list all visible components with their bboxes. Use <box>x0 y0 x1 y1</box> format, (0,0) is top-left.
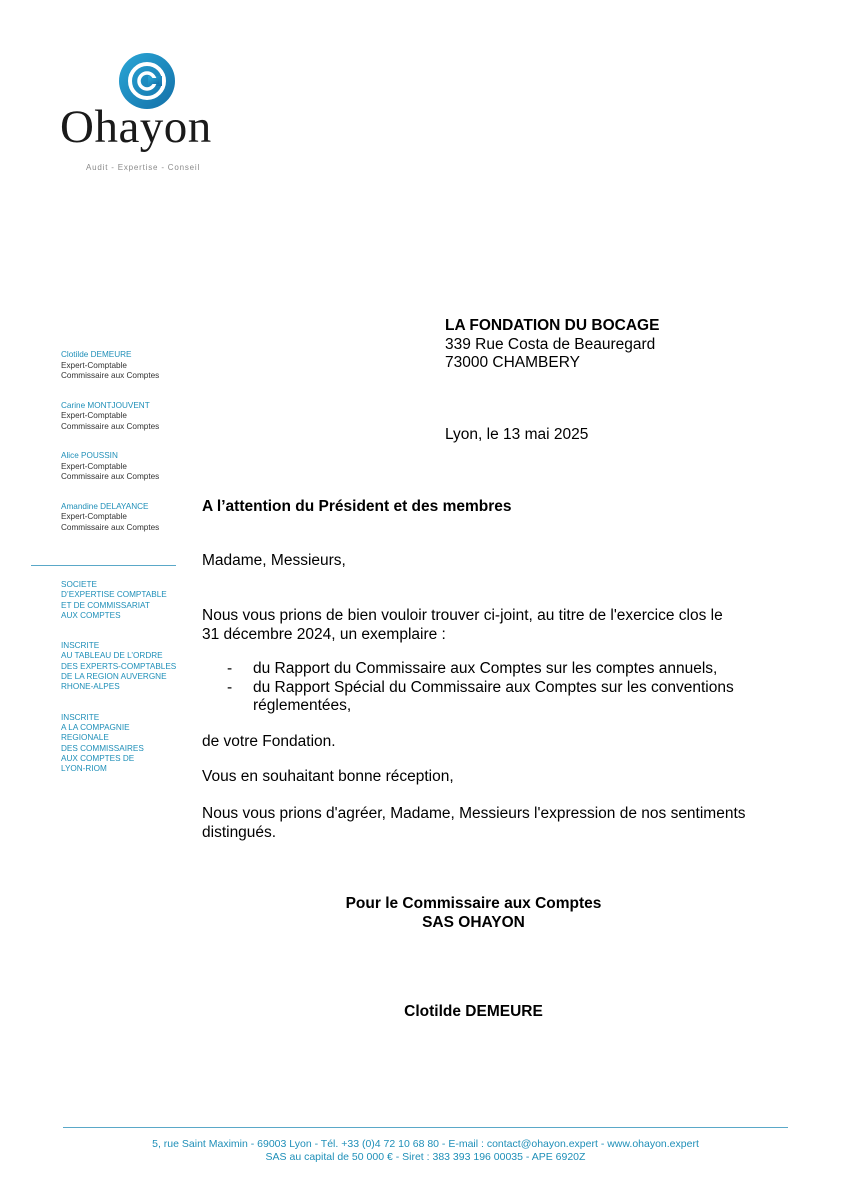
registration-block <box>61 641 191 692</box>
partner-role: Expert-Comptable <box>61 461 127 471</box>
signature-company: SAS OHAYON <box>422 913 525 931</box>
intro-paragraph <box>202 607 762 644</box>
registration-line: SOCIETE <box>61 580 97 589</box>
paragraph-line: Nous vous prions de bien vouloir trouver ci-joint, au titre de l'exercice clos le <box>202 607 723 624</box>
footer-contact: 5, rue Saint Maximin - 69003 Lyon - Tél. +33 (0)4 72 10 68 80 - E-mail : contact@ohayon.expert - www.ohayon.expert <box>152 1138 699 1150</box>
signature-title: Pour le Commissaire aux Comptes <box>345 895 602 912</box>
logo-tagline: Audit - Expertise - Conseil <box>86 163 201 172</box>
partner-entry <box>61 401 191 433</box>
paragraph-line: 31 décembre 2024, un exemplaire : <box>202 625 446 643</box>
bullet-dash: - <box>227 660 233 677</box>
recipient-name: LA FONDATION DU BOCAGE <box>445 317 660 334</box>
footer-legal: SAS au capital de 50 000 € - Siret : 383 393 196 00035 - APE 6920Z <box>265 1151 586 1163</box>
registration-line: DES COMMISSAIRES <box>61 743 144 753</box>
reception-line: Vous en souhaitant bonne réception, <box>202 768 454 785</box>
partner-name: Amandine DELAYANCE <box>61 501 149 511</box>
registration-line: INSCRITE <box>61 641 100 651</box>
partner-role: Expert-Comptable <box>61 360 127 370</box>
firm-registrations <box>61 580 191 794</box>
registration-line: A LA COMPAGNIE <box>61 722 130 732</box>
registration-line: INSCRITE <box>61 712 100 722</box>
list-item-text: du Rapport Spécial du Commissaire aux Comptes sur les conventions <box>253 678 734 696</box>
partner-entry <box>61 451 191 483</box>
list-item-text: réglementées, <box>253 697 352 714</box>
footer-divider <box>63 1127 788 1128</box>
list-item <box>202 660 762 679</box>
recipient-street: 339 Rue Costa de Beauregard <box>445 335 656 353</box>
registration-line: LYON-RIOM <box>61 764 107 774</box>
registration-line: DE LA REGION AUVERGNE <box>61 672 167 682</box>
partner-name: Alice POUSSIN <box>61 451 118 460</box>
partners-sidebar <box>61 350 191 552</box>
fondation-line: de votre Fondation. <box>202 733 336 750</box>
logo-wordmark: Ohayon <box>60 101 212 153</box>
bullet-dash: - <box>227 678 233 696</box>
partner-role: Commissaire aux Comptes <box>61 371 160 380</box>
registration-line: REGIONALE <box>61 733 109 743</box>
partner-entry <box>61 350 191 382</box>
partner-name: Clotilde DEMEURE <box>61 350 132 359</box>
enclosures-list <box>202 660 762 716</box>
registration-line: AUX COMPTES DE <box>61 753 135 763</box>
registration-line: AU TABLEAU DE L’ORDRE <box>61 651 163 661</box>
registration-block <box>61 580 191 621</box>
partner-entry <box>61 502 191 534</box>
registration-line: RHONE-ALPES <box>61 682 120 692</box>
closing-paragraph <box>202 805 762 842</box>
registration-line: ET DE COMMISSARIAT <box>61 600 150 610</box>
sidebar-divider <box>31 565 176 566</box>
letter-date: Lyon, le 13 mai 2025 <box>445 426 589 443</box>
list-item-text: du Rapport du Commissaire aux Comptes sur les comptes annuels, <box>253 660 718 677</box>
partner-role: Expert-Comptable <box>61 411 127 420</box>
registration-block <box>61 713 191 775</box>
partner-role: Commissaire aux Comptes <box>61 522 160 532</box>
signature-block <box>202 895 745 932</box>
paragraph-line: Nous vous prions d'agréer, Madame, Messieurs l'expression de nos sentiments <box>202 805 746 822</box>
partner-name: Carine MONTJOUVENT <box>61 400 150 410</box>
company-logo <box>58 50 238 180</box>
registration-line: DES EXPERTS-COMPTABLES <box>61 661 177 671</box>
salutation: Madame, Messieurs, <box>202 552 346 569</box>
paragraph-line: distingués. <box>202 823 277 841</box>
list-item <box>202 679 762 716</box>
recipient-address <box>445 317 659 373</box>
attention-line: A l’attention du Président et des membres <box>202 498 512 515</box>
registration-line: D’EXPERTISE COMPTABLE <box>61 590 167 600</box>
recipient-city: 73000 CHAMBERY <box>445 354 580 371</box>
partner-role: Expert-Comptable <box>61 512 127 521</box>
footer <box>63 1138 788 1164</box>
partner-role: Commissaire aux Comptes <box>61 472 160 481</box>
partner-role: Commissaire aux Comptes <box>61 421 160 431</box>
registration-line: AUX COMPTES <box>61 610 121 620</box>
signer-name: Clotilde DEMEURE <box>404 1003 543 1020</box>
